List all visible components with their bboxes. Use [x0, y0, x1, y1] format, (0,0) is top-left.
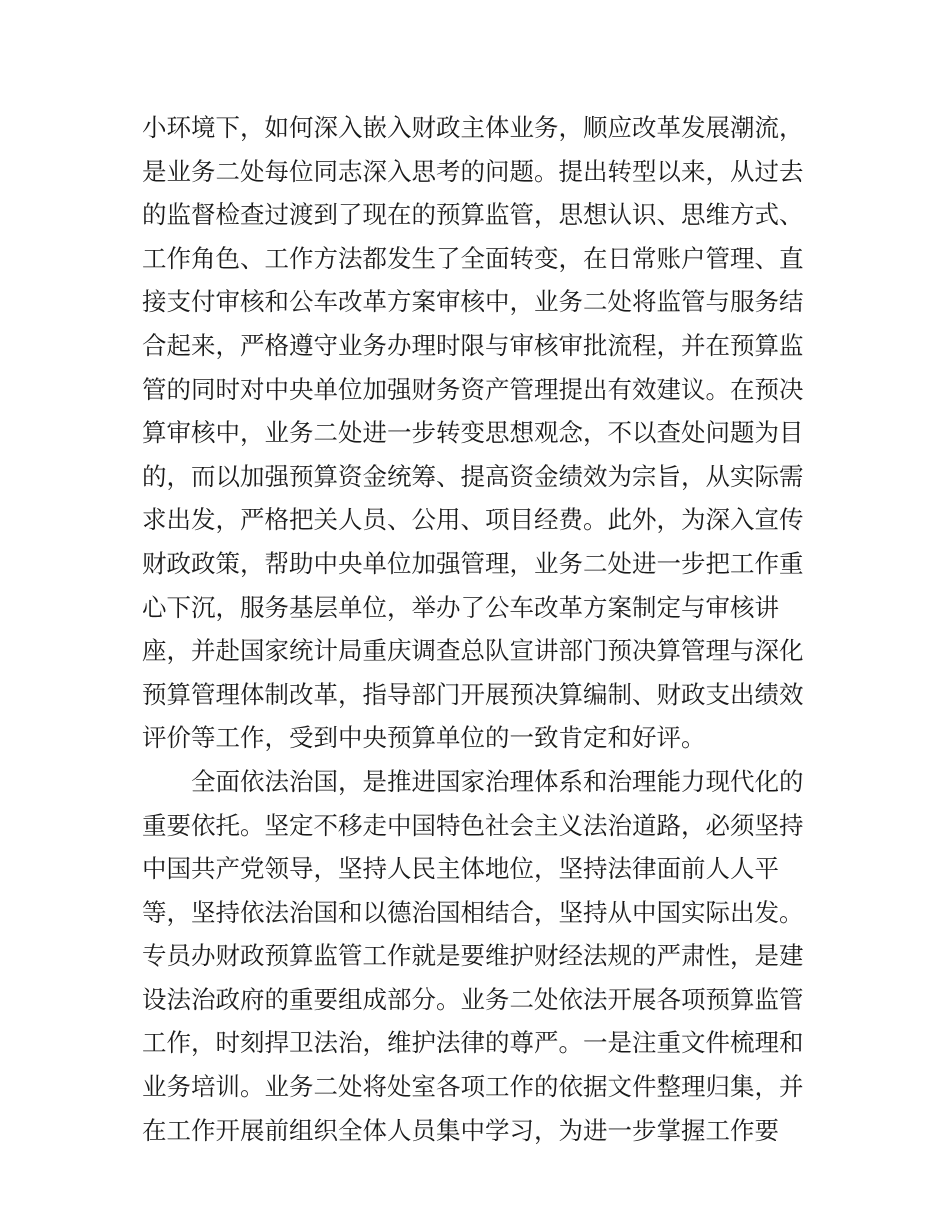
text-line: 工作角色、工作方法都发生了全面转变，在日常账户管理、直 — [142, 243, 804, 273]
text-line: 的监督检查过渡到了现在的预算监管，思想认识、思维方式、 — [142, 200, 804, 230]
text-line: 业务培训。业务二处将处室各项工作的依据文件整理归集，并 — [142, 1072, 804, 1102]
text-line: 管的同时对中央单位加强财务资产管理提出有效建议。在预决 — [142, 374, 804, 404]
body-text — [142, 106, 822, 1152]
text-line: 在工作开展前组织全体人员集中学习，为进一步掌握工作要 — [142, 1115, 779, 1145]
text-line: 工作，时刻捍卫法治，维护法律的尊严。一是注重文件梳理和 — [142, 1028, 804, 1058]
text-line-indented: 全面依法治国，是推进国家治理体系和治理能力现代化的 — [191, 766, 804, 796]
text-line: 座，并赴国家统计局重庆调查总队宣讲部门预决算管理与深化 — [142, 636, 804, 666]
text-line: 设法治政府的重要组成部分。业务二处依法开展各项预算监管 — [142, 984, 804, 1014]
text-line: 专员办财政预算监管工作就是要维护财经法规的严肃性，是建 — [142, 941, 804, 971]
paragraph-1 — [142, 106, 822, 760]
text-line: 重要依托。坚定不移走中国特色社会主义法治道路，必须坚持 — [142, 810, 804, 840]
text-line: 预算管理体制改革，指导部门开展预决算编制、财政支出绩效 — [142, 679, 804, 709]
text-line: 接支付审核和公车改革方案审核中，业务二处将监管与服务结 — [142, 287, 804, 317]
paragraph-2 — [142, 760, 822, 1152]
text-line: 中国共产党领导，坚持人民主体地位，坚持法律面前人人平 — [142, 854, 779, 884]
text-line: 算审核中，业务二处进一步转变思想观念，不以查处问题为目 — [142, 418, 804, 448]
text-line: 小环境下，如何深入嵌入财政主体业务，顺应改革发展潮流， — [142, 113, 804, 142]
text-line: 合起来，严格遵守业务办理时限与审核审批流程，并在预算监 — [142, 330, 804, 360]
text-line: 评价等工作，受到中央预算单位的一致肯定和好评。 — [142, 723, 706, 753]
text-line: 财政政策，帮助中央单位加强管理，业务二处进一步把工作重 — [142, 548, 804, 578]
text-line: 等，坚持依法治国和以德治国相结合，坚持从中国实际出发。 — [142, 897, 804, 927]
text-line: 求出发，严格把关人员、公用、项目经费。此外，为深入宣传 — [142, 505, 804, 535]
text-line: 心下沉，服务基层单位，举办了公车改革方案制定与审核讲 — [142, 592, 779, 622]
text-line: 是业务二处每位同志深入思考的问题。提出转型以来，从过去 — [142, 156, 804, 186]
text-line: 的，而以加强预算资金统筹、提高资金绩效为宗旨，从实际需 — [142, 461, 804, 491]
